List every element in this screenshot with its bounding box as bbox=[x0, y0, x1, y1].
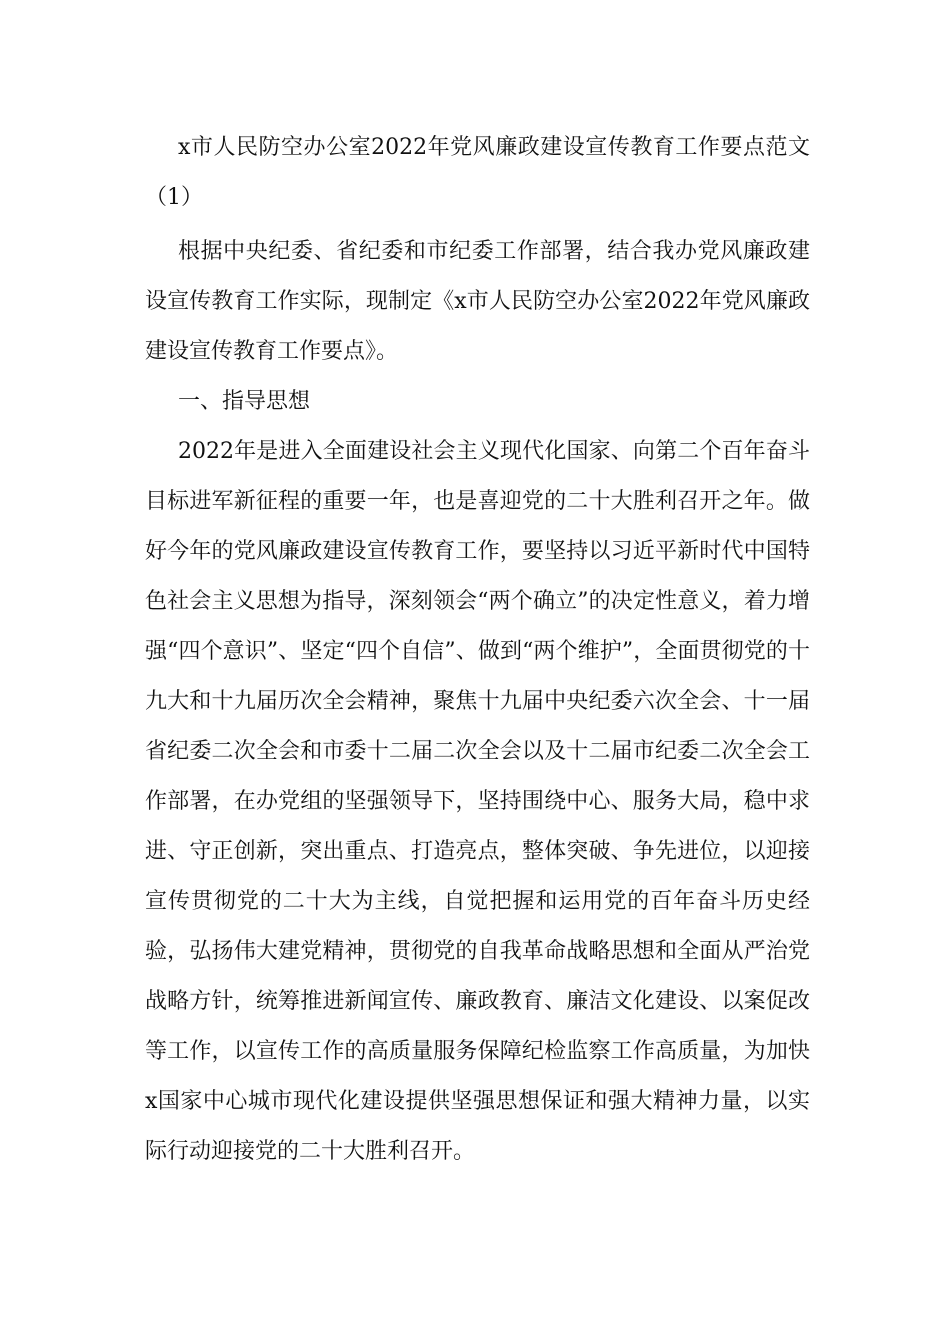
intro-paragraph: 根据中央纪委、省纪委和市纪委工作部署，结合我办党风廉政建设宣传教育工作实际，现制定《x市人民防空办公室2022年党风廉政建设宣传教育工作要点》。 bbox=[145, 239, 810, 364]
section-paragraph: 2022年是进入全面建设社会主义现代化国家、向第二个百年奋斗目标进军新征程的重要一年，也是喜迎党的二十大胜利召开之年。做好今年的党风廉政建设宣传教育工作，要坚持以习近平新时代中国特色社会主义思想为指导，深刻领会“两个确立”的决定性意义，着力增强“四个意识”、坚定“四个自信”、做到“两个维护”，全面贯彻党的十九大和十九届历次全会精神，聚焦十九届中央纪委六次全会、十一届省纪委二次全会和市委十二届二次全会以及十二届市纪委二次全会工作部署，在办党组的坚强领导下，坚持围绕中心、服务大局，稳中求进、守正创新，突出重点、打造亮点，整体突破、争先进位，以迎接宣传贯彻党的二十大为主线，自觉把握和运用党的百年奋斗历史经验，弘扬伟大建党精神，贯彻党的自我革命战略思想和全面从严治党战略方针，统筹推进新闻宣传、廉政教育、廉洁文化建设、以案促改等工作，以宣传工作的高质量服务保障纪检监察工作高质量，为加快x国家中心城市现代化建设提供坚强思想保证和强大精神力量，以实际行动迎接党的二十大胜利召开。 bbox=[145, 439, 810, 1164]
section-heading: 一、指导思想 bbox=[178, 389, 311, 414]
document-body bbox=[145, 123, 810, 1177]
document-title: x市人民防空办公室2022年党风廉政建设宣传教育工作要点范文（1） bbox=[145, 135, 810, 210]
